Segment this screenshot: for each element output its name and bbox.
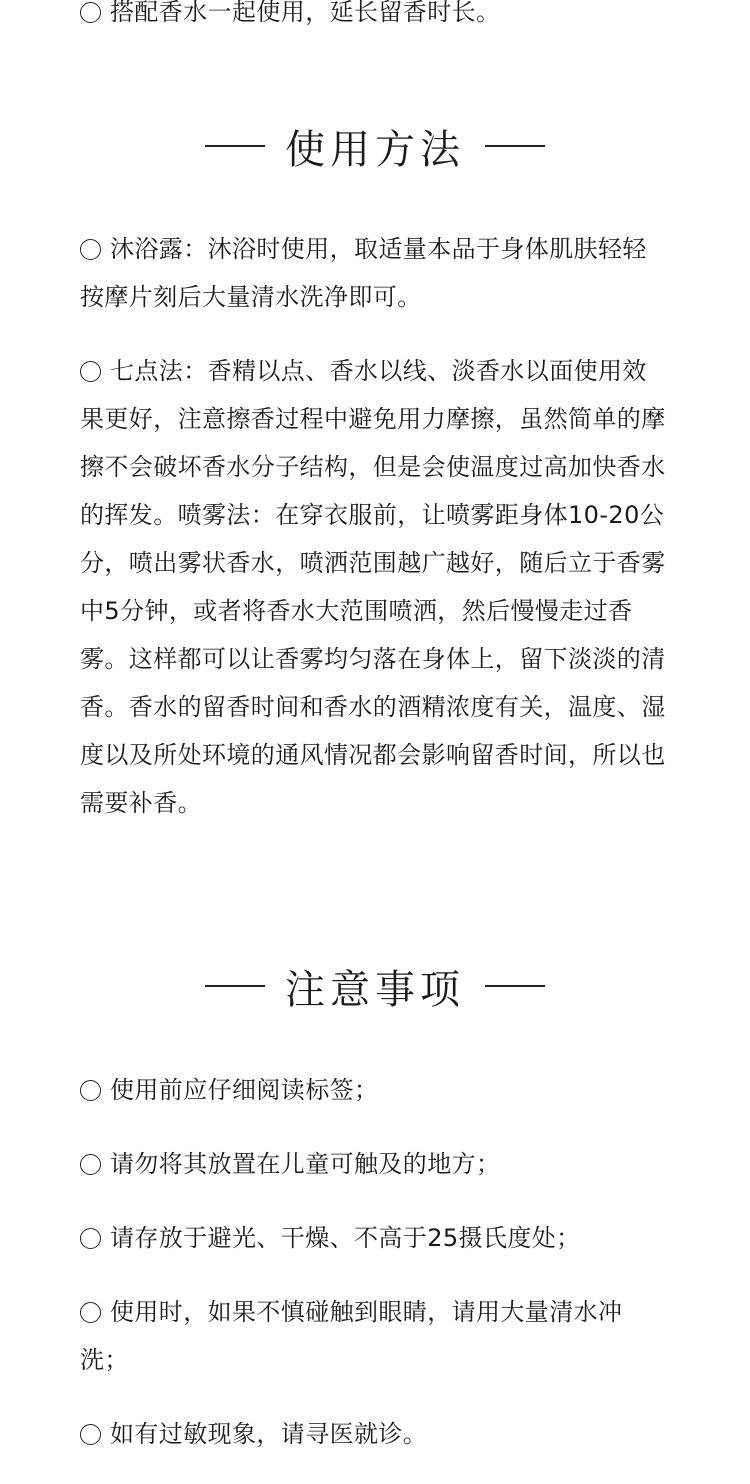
cautions-section-heading: [0, 956, 750, 1016]
heading-rule-left: [205, 985, 265, 987]
caution-text: 使用前应仔细阅读标签；: [110, 1076, 379, 1104]
caution-item: [80, 1410, 670, 1458]
tip-continuation: [80, 0, 670, 36]
circle-bullet-icon: [80, 1424, 101, 1445]
caution-text: 请存放于避光、干燥、不高于25摄氏度处；: [110, 1224, 581, 1252]
circle-bullet-icon: [80, 239, 101, 260]
usage-paragraph-shower-gel: [80, 225, 670, 321]
caution-item: [80, 1140, 670, 1188]
usage-title: 使用方法: [285, 126, 465, 173]
heading-rule-right: [485, 145, 545, 147]
caution-text: 使用时，如果不慎碰触到眼睛，请用大量清水冲洗；: [80, 1298, 623, 1374]
heading-rule-right: [485, 985, 545, 987]
caution-text: 请勿将其放置在儿童可触及的地方；: [110, 1150, 501, 1178]
tip-text: 搭配香水一起使用，延长留香时长。: [110, 0, 501, 26]
cautions-title: 注意事项: [285, 966, 465, 1013]
caution-text: 如有过敏现象，请寻医就诊。: [110, 1420, 428, 1448]
circle-bullet-icon: [80, 1154, 101, 1175]
caution-item: [80, 1288, 670, 1384]
circle-bullet-icon: [80, 1228, 101, 1249]
caution-item: [80, 1066, 670, 1114]
circle-bullet-icon: [80, 1302, 101, 1323]
circle-bullet-icon: [80, 361, 101, 382]
usage-paragraph-text: 沐浴露：沐浴时使用，取适量本品于身体肌肤轻轻按摩片刻后大量清水洗净即可。: [80, 235, 647, 311]
usage-paragraph-seven-point: [80, 347, 670, 827]
caution-item: [80, 1214, 670, 1262]
circle-bullet-icon: [80, 2, 101, 23]
usage-paragraph-text: 七点法：香精以点、香水以线、淡香水以面使用效果更好，注意擦香过程中避免用力摩擦，虽然简单的摩擦不会破坏香水分子结构，但是会使温度过高加快香水的挥发。喷雾法：在穿衣服前，让喷雾距身体10-20公分，喷出雾状香水，喷洒范围越广越好，随后立于香雾中5分钟，或者将香水大范围喷洒，然后慢慢走过香雾。这样都可以让香雾均匀落在身体上，留下淡淡的清香。香水的留香时间和香水的酒精浓度有关，温度、湿度以及所处环境的通风情况都会影响留香时间，所以也需要补香。: [80, 357, 666, 817]
usage-section-heading: [0, 116, 750, 176]
circle-bullet-icon: [80, 1080, 101, 1101]
heading-rule-left: [205, 145, 265, 147]
